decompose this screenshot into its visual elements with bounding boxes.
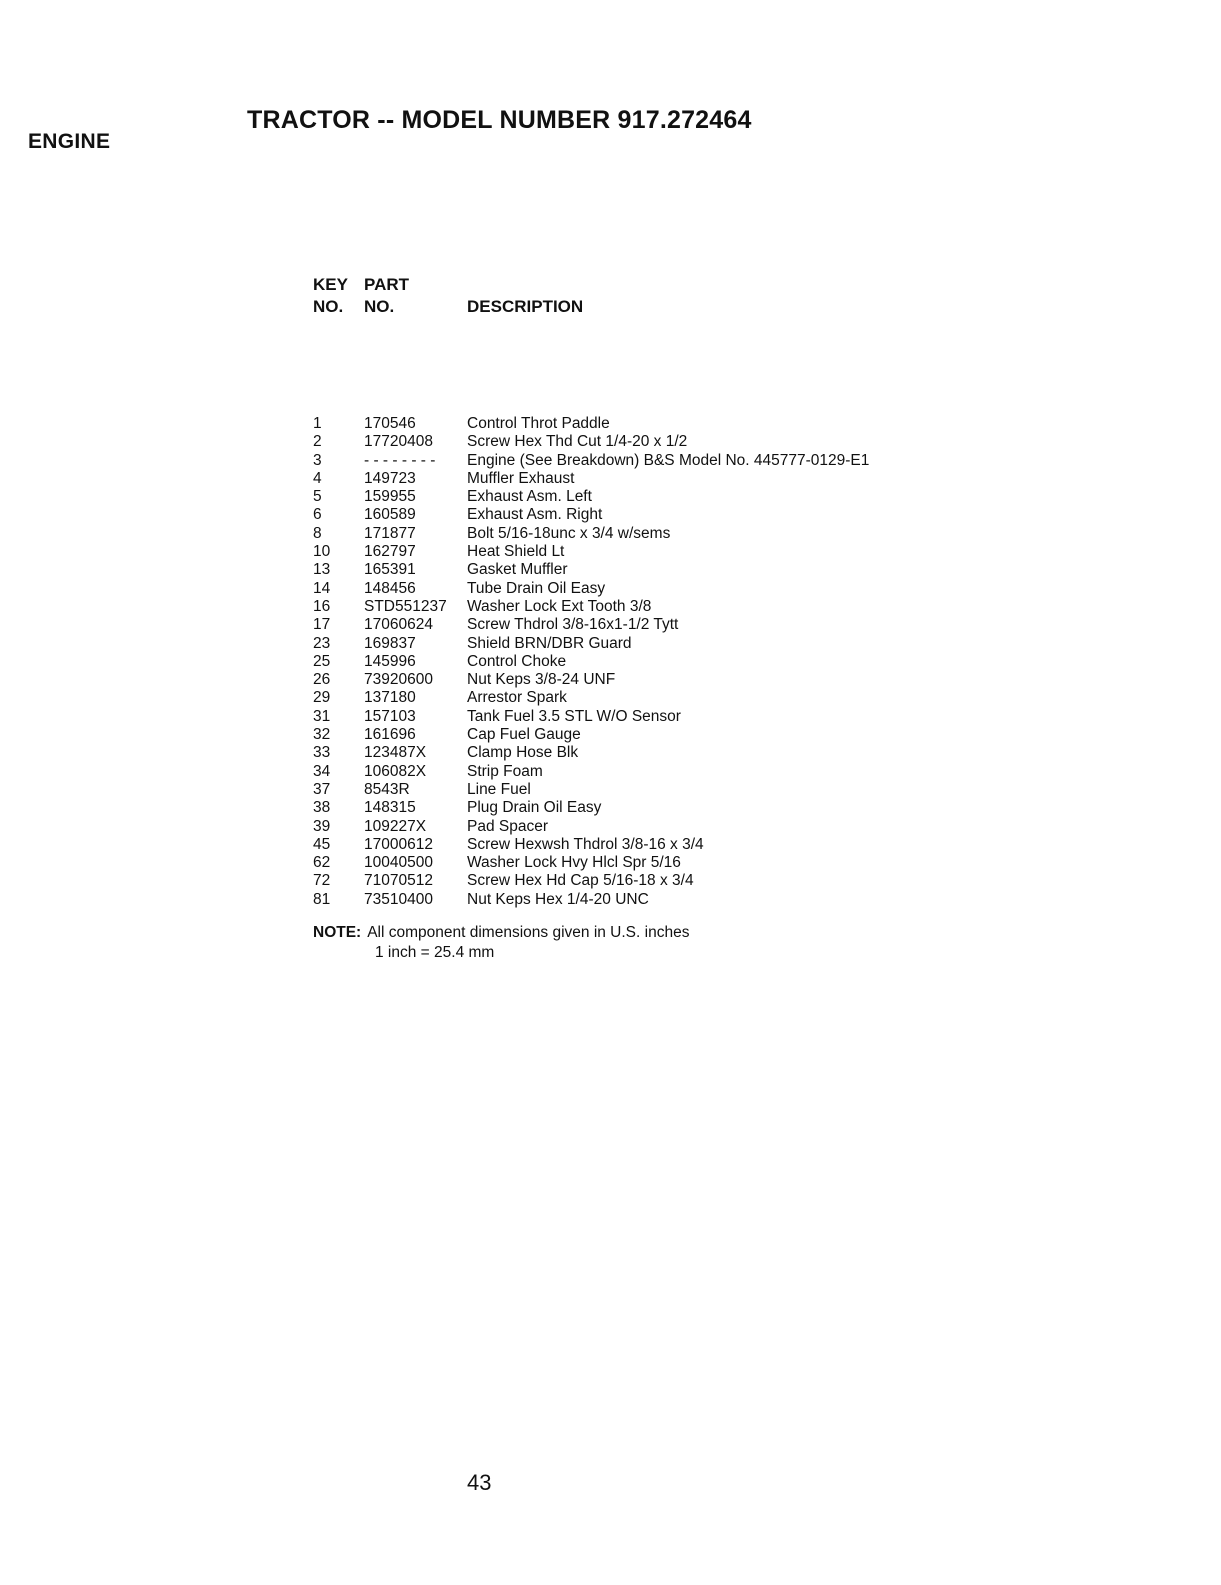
column-header-key: KEY [313,275,348,294]
parts-row [313,452,1033,470]
parts-list [313,415,1033,909]
parts-description: Exhaust Asm. Right [467,506,603,524]
parts-row [313,781,1033,799]
parts-key-no: 39 [313,817,331,835]
parts-part-no: 160589 [364,506,416,524]
parts-row [313,415,1033,433]
parts-key-no: 6 [313,506,322,524]
parts-description: Screw Hex Thd Cut 1/4-20 x 1/2 [467,433,688,451]
column-header-part: PART [364,275,410,294]
parts-row [313,470,1033,488]
parts-key-no: 4 [313,469,322,487]
parts-key-no: 29 [313,689,331,707]
parts-row [313,635,1033,653]
parts-part-no: STD551237 [364,597,447,615]
parts-row [313,836,1033,854]
parts-key-no: 32 [313,726,331,744]
parts-description: Tank Fuel 3.5 STL W/O Sensor [467,707,681,725]
parts-part-no: 73510400 [364,890,433,908]
parts-part-no: 73920600 [364,671,433,689]
parts-description: Screw Thdrol 3/8-16x1-1/2 Tytt [467,616,679,634]
parts-key-no: 13 [313,561,331,579]
parts-description: Heat Shield Lt [467,543,565,561]
parts-key-no: 34 [313,762,331,780]
parts-row [313,708,1033,726]
parts-part-no: 169837 [364,634,416,652]
note-label: NOTE: [313,924,362,941]
parts-key-no: 23 [313,634,331,652]
parts-part-no: 148456 [364,579,416,597]
parts-row [313,488,1033,506]
note-text: All component dimensions given in U.S. inches [367,924,690,941]
parts-key-no: 62 [313,854,331,872]
parts-part-no: 123487X [364,744,427,762]
parts-key-no: 1 [313,415,322,432]
parts-part-no: 8543R [364,780,410,798]
parts-description: Gasket Muffler [467,561,568,579]
parts-key-no: 38 [313,799,331,817]
column-header-part-no: NO. [364,297,395,316]
parts-part-no: 157103 [364,707,416,725]
parts-description: Washer Lock Hvy Hlcl Spr 5/16 [467,854,681,872]
parts-row [313,818,1033,836]
column-header-description: DESCRIPTION [467,297,584,316]
parts-part-no: 149723 [364,469,416,487]
parts-description: Cap Fuel Gauge [467,726,581,744]
parts-part-no: 162797 [364,543,416,561]
parts-description: Exhaust Asm. Left [467,488,592,506]
parts-description: Control Choke [467,652,567,670]
parts-row [313,616,1033,634]
parts-part-no: - - - - - - - - [364,451,436,469]
parts-part-no: 165391 [364,561,416,579]
parts-row [313,580,1033,598]
parts-row [313,891,1033,909]
parts-row [313,744,1033,762]
parts-part-no: 137180 [364,689,416,707]
parts-row [313,671,1033,689]
parts-description: Nut Keps 3/8-24 UNF [467,671,616,689]
parts-part-no: 159955 [364,488,416,506]
parts-row [313,726,1033,744]
parts-part-no: 17060624 [364,616,433,634]
parts-part-no: 17000612 [364,835,433,853]
parts-description: Screw Hexwsh Thdrol 3/8-16 x 3/4 [467,835,704,853]
parts-row [313,763,1033,781]
parts-key-no: 25 [313,652,331,670]
parts-part-no: 148315 [364,799,416,817]
parts-key-no: 10 [313,543,331,561]
parts-row [313,689,1033,707]
note-conversion: 1 inch = 25.4 mm [375,944,495,961]
parts-part-no: 109227X [364,817,427,835]
parts-key-no: 31 [313,707,331,725]
parts-key-no: 2 [313,433,322,451]
parts-row [313,854,1033,872]
parts-row [313,799,1033,817]
page-number: 43 [467,1470,492,1495]
parts-row [313,506,1033,524]
parts-part-no: 10040500 [364,854,433,872]
parts-key-no: 5 [313,488,322,506]
parts-description: Screw Hex Hd Cap 5/16-18 x 3/4 [467,872,694,890]
parts-description: Bolt 5/16-18unc x 3/4 w/sems [467,524,671,542]
parts-key-no: 45 [313,835,331,853]
parts-description: Control Throt Paddle [467,415,610,432]
parts-row [313,598,1033,616]
parts-description: Plug Drain Oil Easy [467,799,602,817]
parts-row [313,543,1033,561]
parts-key-no: 3 [313,451,322,469]
parts-part-no: 145996 [364,652,416,670]
parts-key-no: 81 [313,890,331,908]
column-header-key-no: NO. [313,297,344,316]
parts-key-no: 26 [313,671,331,689]
note [313,924,689,942]
parts-description: Arrestor Spark [467,689,567,707]
parts-description: Muffler Exhaust [467,469,575,487]
parts-key-no: 8 [313,524,322,542]
parts-row [313,525,1033,543]
parts-key-no: 33 [313,744,331,762]
parts-part-no: 161696 [364,726,416,744]
parts-description: Washer Lock Ext Tooth 3/8 [467,597,652,615]
parts-part-no: 106082X [364,762,427,780]
parts-part-no: 171877 [364,524,416,542]
parts-key-no: 14 [313,579,331,597]
parts-description: Pad Spacer [467,817,548,835]
parts-key-no: 16 [313,597,331,615]
parts-part-no: 17720408 [364,433,433,451]
parts-description: Strip Foam [467,762,543,780]
parts-description: Nut Keps Hex 1/4-20 UNC [467,890,649,908]
parts-part-no: 71070512 [364,872,433,890]
parts-description: Engine (See Breakdown) B&S Model No. 445777-0129-E1 [467,451,870,469]
parts-description: Line Fuel [467,780,531,798]
parts-row [313,561,1033,579]
parts-key-no: 37 [313,780,331,798]
parts-description: Clamp Hose Blk [467,744,579,762]
parts-row [313,872,1033,890]
parts-row [313,433,1033,451]
page-title: TRACTOR -- MODEL NUMBER 917.272464 [247,106,752,134]
parts-description: Tube Drain Oil Easy [467,579,606,597]
parts-description: Shield BRN/DBR Guard [467,634,632,652]
parts-key-no: 17 [313,616,331,634]
parts-row [313,653,1033,671]
parts-key-no: 72 [313,872,331,890]
parts-part-no: 170546 [364,415,416,432]
section-label: ENGINE [28,130,111,153]
